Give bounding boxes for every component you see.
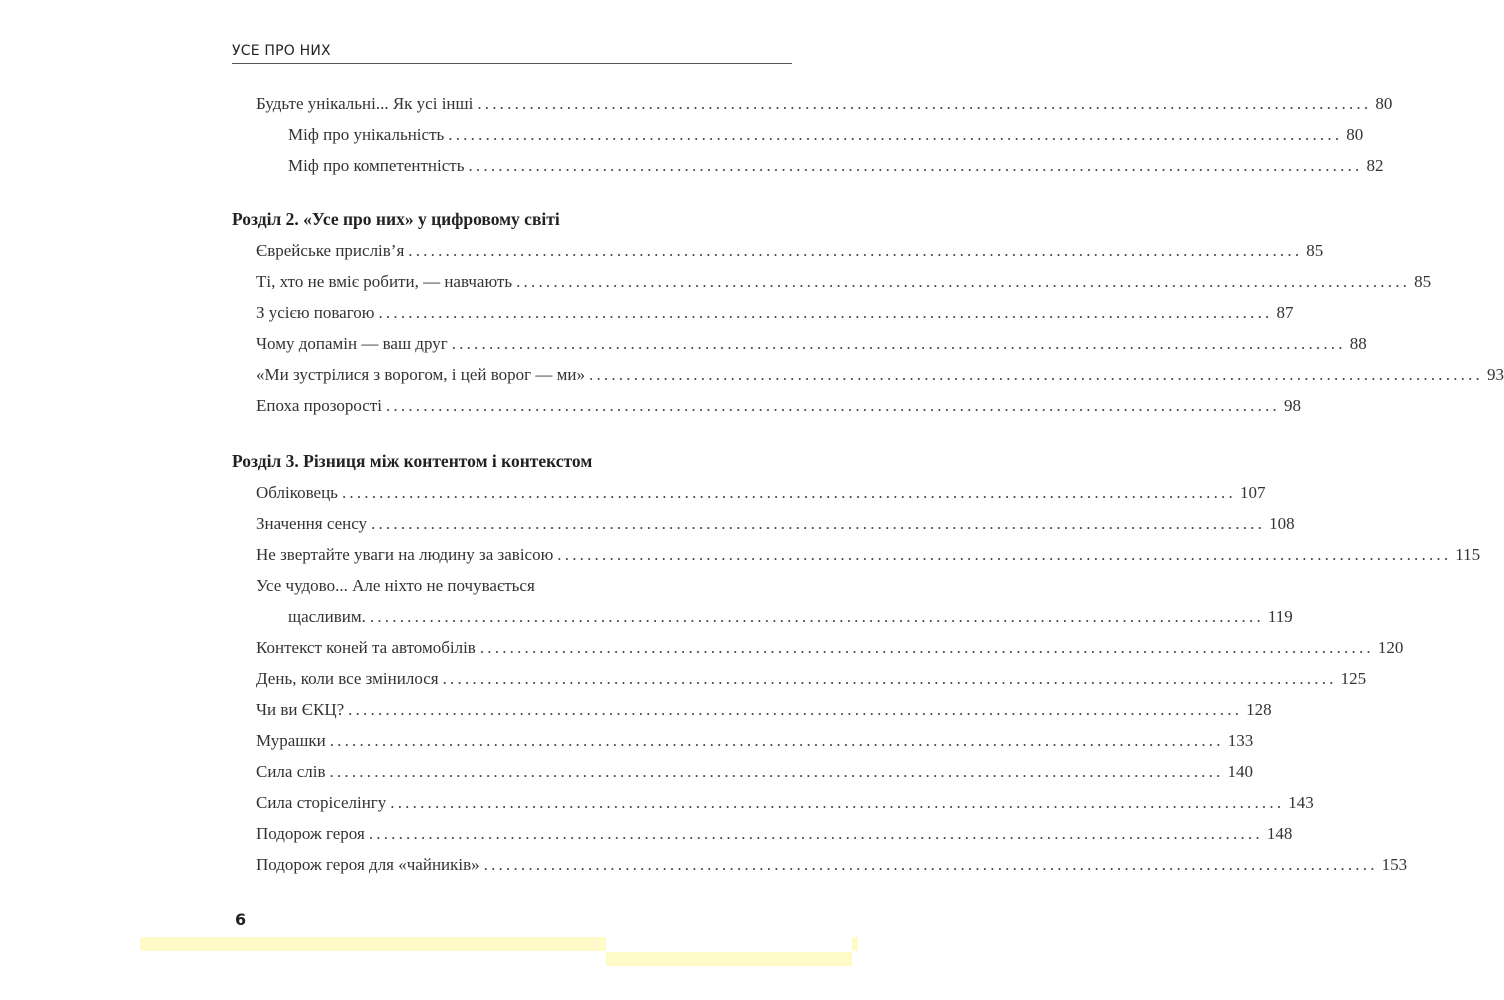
leader-dots: ........................................................................................................................: [516, 272, 1411, 291]
chapter-heading: Розділ 2. «Усе про них» у цифровому світі: [232, 209, 560, 229]
leader-dots: ........................................................................................................................: [451, 334, 1346, 353]
toc-entry-page: 133: [1227, 731, 1254, 750]
toc-entry-page: 87: [1276, 303, 1294, 322]
toc-entry-title: День, коли все змінилося: [256, 669, 439, 688]
toc-entry-page: 107: [1239, 483, 1266, 502]
highlight-band: [852, 937, 858, 951]
toc-entry-title: Усе чудово... Але ніхто не почувається: [256, 576, 535, 595]
leader-dots: ........................................................................................................................: [479, 638, 1374, 657]
toc-entry-page: 82: [1366, 156, 1384, 175]
toc-entry: [232, 266, 1432, 297]
header-rule: [232, 63, 792, 64]
toc-entry-page: 85: [1414, 272, 1432, 291]
leader-dots: ........................................................................................................................: [468, 156, 1363, 175]
toc-entry: [232, 756, 1253, 787]
leader-dots: ........................................................................................................................: [390, 793, 1285, 812]
toc-entry: [232, 694, 1272, 725]
toc-entry-title: Чому допамін — ваш друг: [256, 334, 448, 353]
toc-entry: [232, 328, 1367, 359]
toc-entry-title: Мурашки: [256, 731, 326, 750]
toc-entry-title: Значення сенсу: [256, 514, 368, 533]
toc-entry-page: 140: [1227, 762, 1253, 781]
toc-entry: [232, 359, 1504, 390]
toc-entry: [232, 297, 1294, 328]
leader-dots: ........................................................................................................................: [442, 669, 1337, 688]
toc-entry-page: 80: [1375, 94, 1393, 113]
leader-dots: ........................................................................................................................: [341, 483, 1236, 502]
toc-entry-page: 143: [1288, 793, 1314, 812]
toc-entry-title: Сила слів: [256, 762, 326, 781]
toc-entry: [232, 787, 1314, 818]
toc-entry-title: Подорож героя для «чайників»: [256, 855, 480, 874]
toc-entry: [232, 88, 1393, 119]
table-of-contents: [232, 88, 1504, 880]
toc-entry: [232, 150, 1384, 181]
toc-entry-page: 148: [1266, 824, 1293, 843]
toc-entry-title: Контекст коней та автомобілів: [256, 638, 476, 657]
toc-entry-page: 80: [1346, 125, 1364, 144]
toc-entry-title: Будьте унікальні... Як усі інші: [256, 94, 474, 113]
toc-entry-page: 98: [1283, 396, 1301, 415]
chapter-heading: Розділ 3. Різниця між контентом і контекстом: [232, 451, 593, 471]
leader-dots: ........................................................................................................................: [329, 731, 1224, 750]
toc-entry-title: Міф про компетентність: [288, 156, 465, 175]
leader-dots: ........................................................................................................................: [368, 824, 1263, 843]
toc-entry-page: 88: [1349, 334, 1367, 353]
leader-dots: ........................................................................................................................: [408, 241, 1303, 260]
toc-entry: [232, 818, 1293, 849]
toc-entry: [232, 508, 1295, 539]
toc-entry-title: Чи ви ЄКЦ?: [256, 700, 345, 719]
toc-entry: [232, 632, 1404, 663]
toc-entry-title: Не звертайте уваги на людину за завісою: [256, 545, 554, 564]
toc-entry: [232, 663, 1367, 694]
leader-dots: ........................................................................................................................: [448, 125, 1343, 144]
toc-entry-title: «Ми зустрілися з ворогом, і цей ворог — ми»: [256, 365, 585, 384]
leader-dots: ........................................................................................................................: [371, 514, 1266, 533]
toc-entry: [232, 725, 1254, 756]
toc-entry-page: 93: [1487, 365, 1504, 384]
toc-entry-title: Подорож героя: [256, 824, 365, 843]
toc-entry-title: Ті, хто не вміє робити, — навчають: [256, 272, 513, 291]
toc-entry: [232, 539, 1481, 570]
page-number: 6: [235, 910, 247, 929]
leader-dots: ........................................................................................................................: [557, 545, 1452, 564]
spacer: [232, 421, 792, 445]
toc-entry-page: 120: [1377, 638, 1404, 657]
toc-entry: [232, 119, 1364, 150]
toc-entry: [232, 390, 1301, 421]
toc-entry-title: Епоха прозорості: [256, 396, 382, 415]
toc-entry-title: З усією повагою: [256, 303, 375, 322]
toc-entry-page: 115: [1455, 545, 1481, 564]
leader-dots: ........................................................................................................................: [589, 365, 1483, 384]
running-head: УСЕ ПРО НИХ: [232, 43, 331, 59]
toc-entry-page: 128: [1246, 700, 1272, 719]
toc-entry: [232, 235, 1324, 266]
toc-entry-title: Міф про унікальність: [288, 125, 445, 144]
toc-entry-title: Обліковець: [256, 483, 338, 502]
toc-entry: [232, 570, 792, 601]
leader-dots: ........................................................................................................................: [385, 396, 1280, 415]
toc-entry-page: 153: [1381, 855, 1408, 874]
toc-entry-title: Сила сторіселінгу: [256, 793, 387, 812]
toc-entry: [232, 477, 1266, 508]
highlight-band: [606, 952, 852, 966]
leader-dots: ........................................................................................................................: [369, 607, 1264, 626]
toc-entry-page: 85: [1306, 241, 1324, 260]
toc-entry-title: щасливим.: [288, 607, 366, 626]
highlight-band: [140, 937, 606, 951]
leader-dots: ........................................................................................................................: [329, 762, 1224, 781]
toc-entry: [232, 601, 1293, 632]
toc-entry-page: 125: [1340, 669, 1367, 688]
toc-entry-page: 119: [1267, 607, 1293, 626]
spacer: [232, 181, 792, 203]
leader-dots: ........................................................................................................................: [378, 303, 1273, 322]
toc-entry-page: 108: [1269, 514, 1295, 533]
toc-entry-title: Єврейське прислів’я: [256, 241, 405, 260]
leader-dots: ........................................................................................................................: [348, 700, 1243, 719]
toc-entry: [232, 849, 1408, 880]
leader-dots: ........................................................................................................................: [477, 94, 1372, 113]
leader-dots: ........................................................................................................................: [483, 855, 1378, 874]
